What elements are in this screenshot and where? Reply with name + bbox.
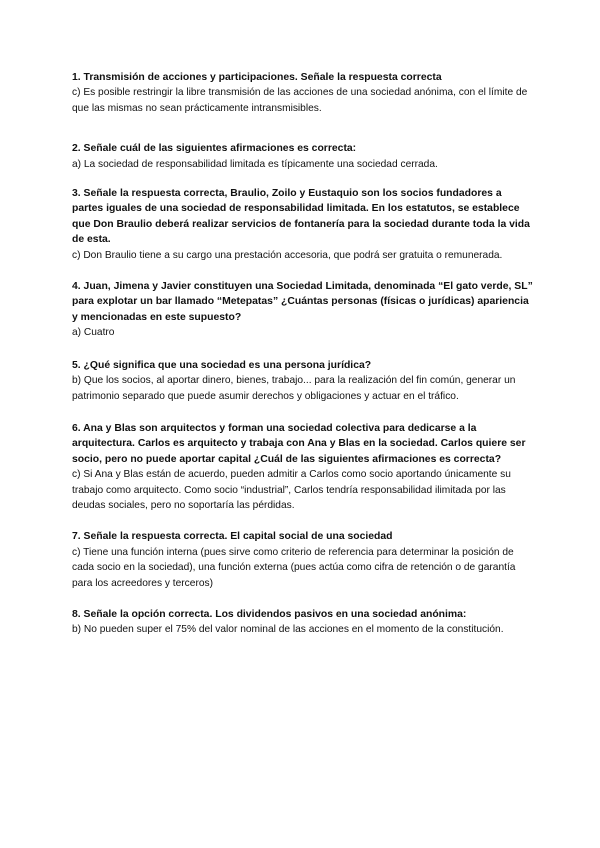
question-6 xyxy=(72,421,534,513)
question-1 xyxy=(72,70,534,116)
question-7 xyxy=(72,529,534,591)
question-title: 7. Señale la respuesta correcta. El capital social de una sociedad xyxy=(72,531,393,543)
question-answer: b) No pueden super el 75% del valor nominal de las acciones en el momento de la constitución. xyxy=(72,624,504,636)
question-5 xyxy=(72,358,534,404)
question-title: 2. Señale cuál de las siguientes afirmaciones es correcta: xyxy=(72,143,357,155)
question-answer: c) Don Braulio tiene a su cargo una prestación accesoria, que podrá ser gratuita o remunerada. xyxy=(72,249,503,261)
question-answer: a) La sociedad de responsabilidad limitada es típicamente una sociedad cerrada. xyxy=(72,158,438,170)
question-title: 6. Ana y Blas son arquitectos y forman una sociedad colectiva para dedicarse a la arquitectura. Carlos es arquitecto y trabaja con Ana y Blas en la sociedad. Carlos quiere ser socio, pero no puede aportar capital ¿Cuál de las siguientes afirmaciones es correcta? xyxy=(72,422,526,465)
question-2 xyxy=(72,141,534,172)
question-answer: c) Es posible restringir la libre transmisión de las acciones de una sociedad anónima, con el límite de que las mismas no sean prácticamente intransmisibles. xyxy=(72,87,528,114)
question-answer: a) Cuatro xyxy=(72,327,115,339)
question-answer: c) Tiene una función interna (pues sirve como criterio de referencia para determinar la posición de cada socio en la sociedad), una función externa (pues actúa como cifra de retención o de garantía para los acreedores y terceros) xyxy=(72,546,516,589)
question-answer: c) Si Ana y Blas están de acuerdo, pueden admitir a Carlos como socio aportando únicamente su trabajo como arquitecto. Como socio “industrial”, Carlos tendría responsabilidad ilimitada por las deudas sociales, pero no soportaría las pérdidas. xyxy=(72,469,511,511)
question-title: 8. Señale la opción correcta. Los dividendos pasivos en una sociedad anónima: xyxy=(72,608,467,620)
document-page xyxy=(72,70,534,638)
question-title: 1. Transmisión de acciones y participaciones. Señale la respuesta correcta xyxy=(72,72,442,83)
question-8 xyxy=(72,607,534,638)
question-3 xyxy=(72,186,534,263)
question-answer: b) Que los socios, al aportar dinero, bienes, trabajo... para la realización del fin común, generar un patrimonio separado que puede asumir derechos y obligaciones y actuar en el tráfico. xyxy=(72,375,516,402)
question-title: 3. Señale la respuesta correcta, Braulio, Zoilo y Eustaquio son los socios fundadores a partes iguales de una sociedad de responsabilidad limitada. En los estatutos, se establece que Don Braulio deberá realizar servicios de fontanería para la sociedad durante toda la vida de esta. xyxy=(72,188,530,246)
question-title: 4. Juan, Jimena y Javier constituyen una Sociedad Limitada, denominada “El gato verde, SL” para explotar un bar llamado “Metepatas” ¿Cuántas personas (físicas o jurídicas) apariencia y mencionadas en este supuesto? xyxy=(72,281,533,323)
question-title: 5. ¿Qué significa que una sociedad es una persona jurídica? xyxy=(72,359,372,371)
question-4 xyxy=(72,279,534,341)
